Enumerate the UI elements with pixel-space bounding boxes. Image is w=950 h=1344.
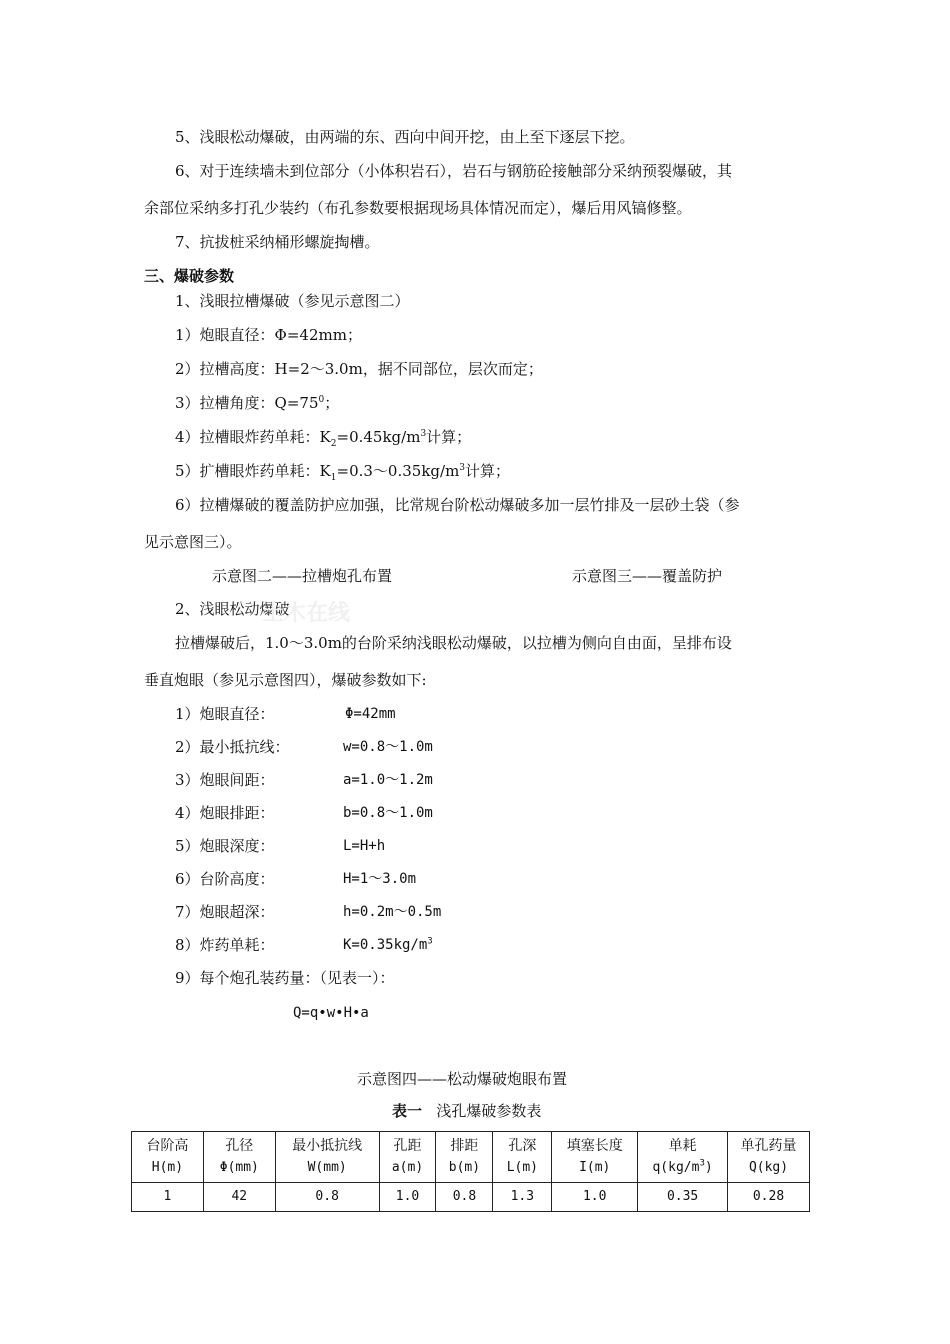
table-cell: 1.0 [552,1183,638,1212]
degree-sup: 0 [318,395,325,405]
subsection-1: 1、浅眼拉槽爆破（参见示意图二） [175,292,410,310]
intro-line1: 拉槽爆破后，1.0～3.0m的台阶采纳浅眼松动爆破，以拉槽为侧向自由面，呈排布设 [175,634,732,652]
param-value: h=0.2m～0.5m [343,904,442,920]
param-value: a=1.0～1.2m [343,772,433,788]
blast-parameter-table [131,1131,810,1212]
header-cell: 单耗 $q(kg/m^3)$ [638,1132,728,1183]
enlarge-charge-value: =0.3～0.35kg/m [336,462,460,480]
slot-angle-text: 3）拉槽角度：Q=75 [175,394,319,412]
param-charge-per-hole: 9）每个炮孔装药量：（见表一）： [175,969,395,987]
item-6-line1: 6、对于连续墙未到位部分（小体积岩石），岩石与钢筋砼接触部分采纳预裂爆破，其 [175,162,733,180]
watermark: 土木在线 [262,600,351,626]
table-title-text: 浅孔爆破参数表 [436,1102,542,1120]
param-value: L=H+h [343,838,386,854]
cubic-sup: 3 [420,429,427,439]
table-cell: 1.3 [493,1183,552,1212]
param-label: 6）台阶高度： [175,870,275,888]
header-cell: 填塞长度 I(m) [552,1132,638,1183]
param-row [175,737,290,757]
table-title [392,1101,541,1121]
param-slot-angle [175,393,339,413]
table-cell: 0.35 [638,1183,728,1212]
param-cover-line2: 见示意图三）。 [144,533,242,551]
figure-4-caption: 示意图四——松动爆破炮眼布置 [357,1070,568,1088]
param-value: H=1～3.0m [343,871,417,887]
enlarge-charge-text: 5）扩槽眼炸药单耗：K [175,462,331,480]
param-label: 4）炮眼排距： [175,804,275,822]
k2-sub: 2 [330,439,337,449]
param-value [343,935,433,955]
table-row [132,1183,810,1212]
header-cell: 排距 b(m) [436,1132,493,1183]
param-label: 5）炮眼深度： [175,837,275,855]
param-value: Φ=42mm [345,706,396,722]
table-cell: 1 [132,1183,204,1212]
figure-3-caption: 示意图三——覆盖防护 [572,567,723,585]
k1-sub: 1 [330,473,337,483]
section-heading: 三、爆破参数 [144,267,235,285]
formula: Q=q•w•H•a [293,1005,369,1021]
table-cell: 42 [203,1183,275,1212]
param-value: w=0.8～1.0m [343,739,433,755]
param-row [175,902,275,922]
enlarge-charge-end: 计算； [465,462,511,480]
table-cell: 1.0 [379,1183,436,1212]
cubic-sup: 3 [427,936,433,947]
header-cell: 单孔药量 Q(kg) [728,1132,810,1183]
param-row [175,770,275,790]
param-label: 1）炮眼直径： [175,705,275,723]
table-header-row [132,1132,810,1183]
param-row [175,836,275,856]
param-enlarge-charge [175,461,510,481]
figure-2-caption: 示意图二——拉槽炮孔布置 [212,567,393,585]
param-cover-line1: 6）拉槽爆破的覆盖防护应加强，比常规台阶松动爆破多加一层竹排及一层砂土袋（参 [175,496,740,514]
item-7: 7、抗拔桩采纳桶形螺旋掏槽。 [175,233,380,251]
param-slot-charge [175,427,471,447]
cubic-sup: 3 [459,463,466,473]
param-label: 7）炮眼超深： [175,903,275,921]
item-5: 5、浅眼松动爆破，由两端的东、西向中间开挖，由上至下逐层下挖。 [175,128,635,146]
subsection-2: 2、浅眼松动爆破 [175,600,290,618]
param-label: 3）炮眼间距： [175,771,275,789]
header-cell: 孔距 a(m) [379,1132,436,1183]
item-6-line2: 余部位采纳多打孔少装约（布孔参数要根据现场具体情况而定），爆后用风镐修整。 [144,199,692,217]
table-cell: 0.28 [728,1183,810,1212]
slot-charge-end: 计算； [426,428,472,446]
param-row [175,869,275,889]
slot-charge-text: 4）拉槽眼炸药单耗：K [175,428,331,446]
slot-angle-end: ； [324,394,340,412]
slot-charge-value: =0.45kg/m [336,428,421,446]
charge-value: K=0.35kg/m [343,937,428,953]
header-cell: 孔深 L(m) [493,1132,552,1183]
param-slot-height: 2）拉槽高度：H=2～3.0m，据不同部位，层次而定； [175,360,543,378]
param-diameter: 1）炮眼直径：Φ=42mm； [175,326,362,344]
intro-line2: 垂直炮眼（参见示意图四），爆破参数如下: [144,671,427,689]
table-number: 表一 [392,1102,423,1120]
table-cell: 0.8 [436,1183,493,1212]
param-row: 8）炸药单耗： [175,936,275,954]
param-value: b=0.8～1.0m [343,805,433,821]
param-label: 2）最小抵抗线： [175,738,290,756]
header-cell: 孔径 Φ(mm) [203,1132,275,1183]
table-cell: 0.8 [275,1183,379,1212]
param-row [175,803,275,823]
header-cell: 最小抵抗线 W(mm) [275,1132,379,1183]
header-cell: 台阶高 H(m) [132,1132,204,1183]
param-row [175,704,275,724]
